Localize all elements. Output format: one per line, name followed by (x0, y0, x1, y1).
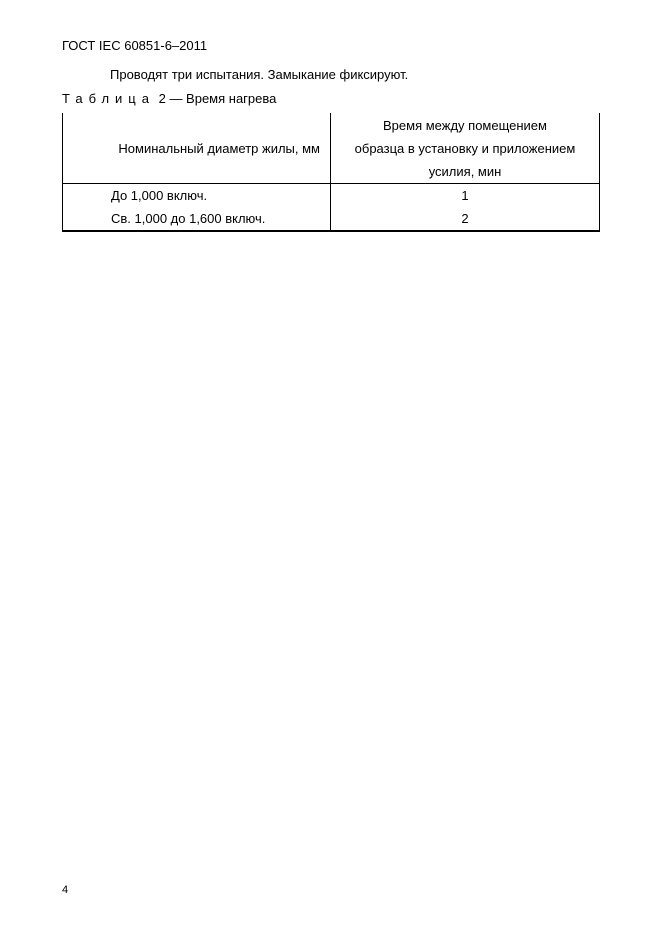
header-time-line-1: Время между помещением (383, 117, 547, 133)
table-row (63, 184, 600, 208)
document-code-header: ГОСТ IEC 60851-6–2011 (62, 38, 208, 53)
row-diameter-cell: Св. 1,000 до 1,600 включ. (63, 207, 331, 231)
table-caption-prefix: Таблица (62, 91, 155, 106)
row-time-cell: 1 (331, 184, 600, 208)
row-time-cell: 2 (331, 207, 600, 231)
header-time-line-2: образца в установку и приложением (354, 140, 576, 156)
page-number: 4 (62, 884, 69, 896)
table-caption-title: 2 — Время нагрева (154, 91, 277, 106)
table-caption (62, 91, 276, 106)
body-paragraph: Проводят три испытания. Замыкание фиксируют. (110, 67, 409, 82)
row-diameter-cell: До 1,000 включ. (63, 184, 331, 208)
table-header-row (63, 113, 600, 184)
header-time-line-3: усилия, мин (428, 163, 502, 179)
table-row (63, 207, 600, 231)
header-time-between (331, 113, 600, 184)
heating-time-table (62, 113, 600, 232)
header-nominal-diameter: Номинальный диаметр жилы, мм (63, 113, 331, 184)
